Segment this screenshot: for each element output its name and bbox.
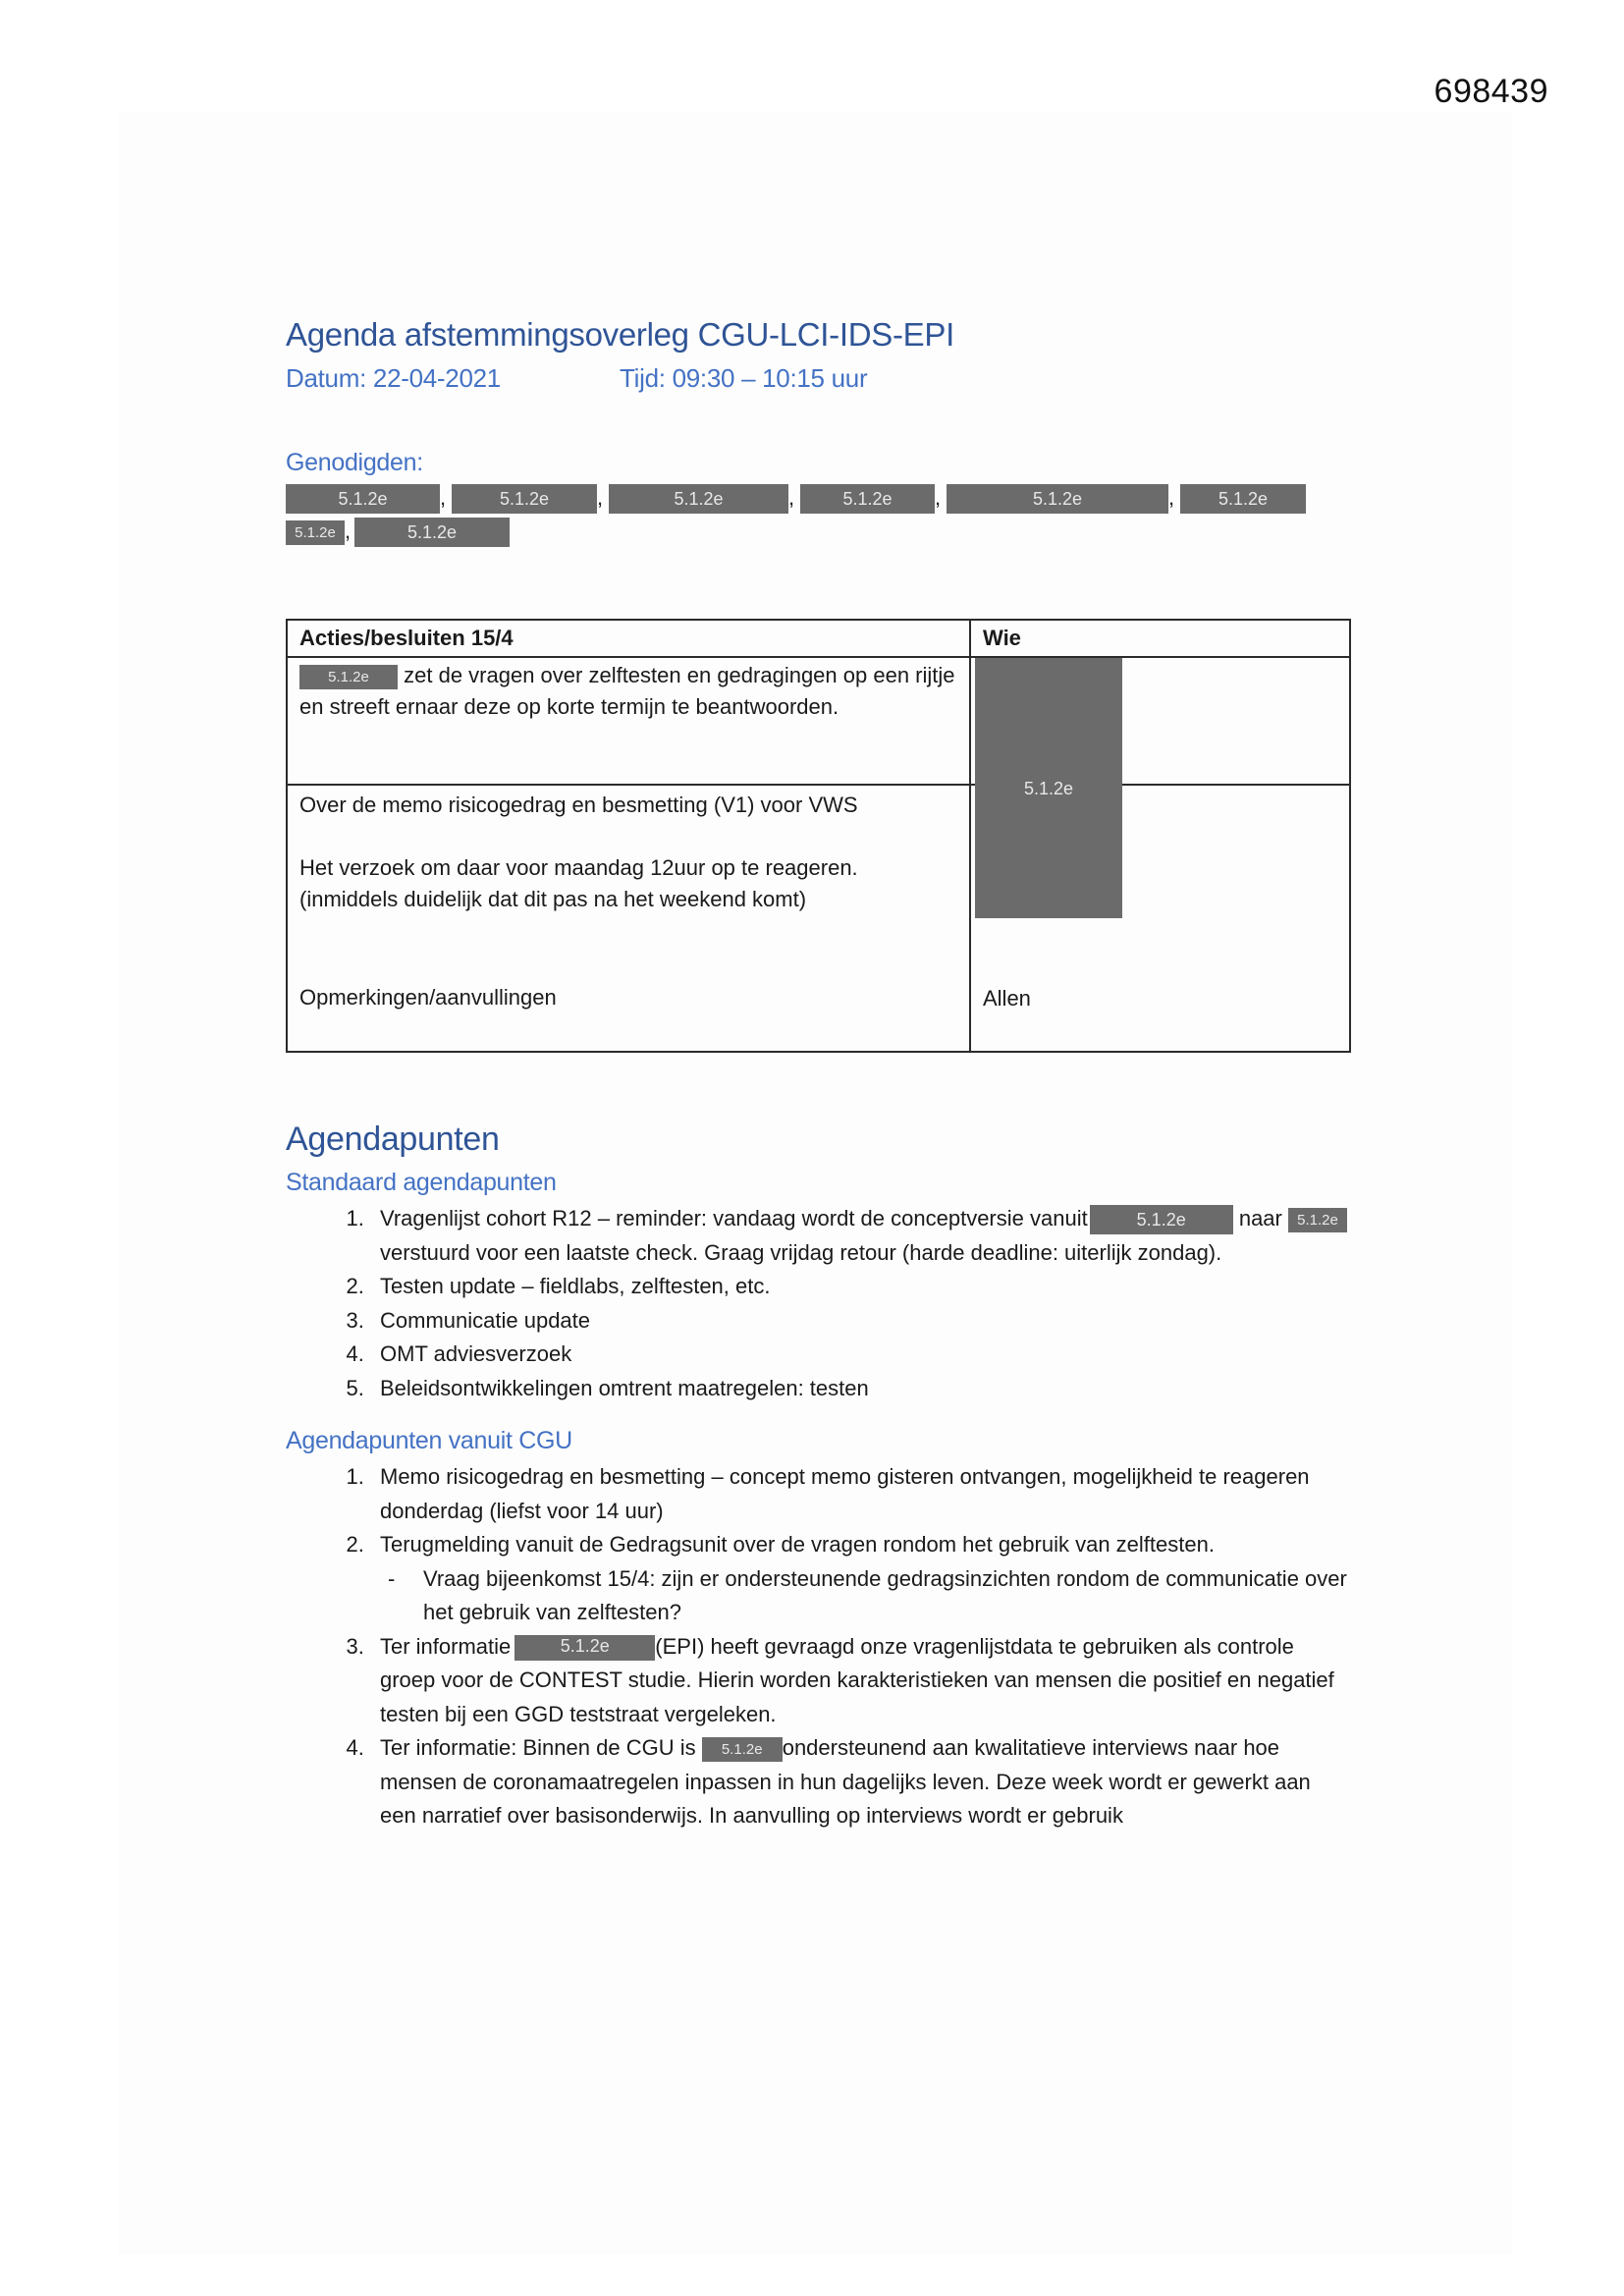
redaction-block: 5.1.2e — [299, 665, 398, 689]
page-title: Agenda afstemmingsoverleg CGU-LCI-IDS-EPI — [286, 316, 954, 353]
invitees-label: Genodigden: — [286, 449, 423, 476]
meeting-time: Tijd: 09:30 – 10:15 uur — [620, 363, 868, 393]
section-heading: Agendapunten — [286, 1121, 500, 1158]
list-item: 4. OMT adviesverzoek — [370, 1338, 1351, 1372]
table-row — [287, 657, 1350, 785]
subsection-heading: Standaard agendapunten — [286, 1169, 557, 1196]
list-item — [370, 1630, 1351, 1732]
sub-list-item — [388, 1562, 1351, 1630]
cgu-agenda-list — [286, 1460, 1351, 1833]
redaction-block: 5.1.2e — [702, 1737, 783, 1762]
invitees-row-2 — [286, 515, 1351, 548]
sub-list — [380, 1562, 1351, 1630]
action-cell — [287, 657, 970, 785]
item-text: Vragenlijst cohort R12 – reminder: vandaag wordt de conceptversie vanuit — [380, 1206, 1088, 1230]
table-header-row — [287, 620, 1350, 657]
table-row — [287, 785, 1350, 1052]
list-item: 2. Testen update – fieldlabs, zelftesten, etc. — [370, 1270, 1351, 1304]
redaction-block: 5.1.2e — [286, 520, 345, 545]
item-text: naar — [1238, 1206, 1282, 1230]
redaction-block: 5.1.2e — [452, 484, 597, 514]
item-text: verstuurd voor een laatste check. Graag vrijdag retour (harde deadline: uiterlijk zondag). — [380, 1239, 1222, 1265]
separator: , — [788, 485, 795, 510]
item-text: Vraag bijeenkomst 15/4: zijn er ondersteunende gedragsinzichten rondom de communicatie over het gebruik van zelftesten? — [423, 1565, 1347, 1624]
who-text: Allen — [983, 986, 1031, 1011]
redaction-block: 5.1.2e — [947, 484, 1168, 514]
separator: , — [1168, 485, 1175, 510]
item-text: Ter informatie — [380, 1633, 512, 1659]
separator: , — [597, 485, 604, 510]
action-text: zet de vragen over zelftesten en gedragingen op een rijtje en streeft ernaar deze op korte termijn te beantwoorden. — [299, 663, 955, 719]
redaction-block: 5.1.2e — [1180, 484, 1306, 514]
who-cell — [970, 657, 1350, 798]
item-text: Terugmelding vanuit de Gedragsunit over de vragen rondom het gebruik van zelftesten. — [380, 1532, 1215, 1557]
document-body — [286, 314, 1351, 1833]
redaction-block: 5.1.2e — [354, 518, 510, 547]
redaction-block: 5.1.2e — [286, 484, 440, 514]
header-who: Wie — [970, 620, 1350, 657]
actions-table — [286, 619, 1351, 1053]
meeting-meta — [286, 361, 1351, 395]
redaction-block: 5.1.2e — [800, 484, 935, 514]
action-cell — [287, 785, 970, 1052]
list-item: 3. Communicatie update — [370, 1304, 1351, 1339]
header-actions: Acties/besluiten 15/4 — [287, 620, 970, 657]
remarks-text: Opmerkingen/aanvullingen — [299, 985, 557, 1010]
list-item — [370, 1202, 1351, 1270]
redaction-block: 5.1.2e — [975, 658, 1122, 918]
separator: , — [345, 519, 352, 543]
action-text: Het verzoek om daar voor maandag 12uur op te reageren. — [299, 855, 858, 880]
item-text: (EPI) heeft gevraagd onze vragenlijstdata te gebruiken als controle groep voor de CONTEST studie. Hierin worden karakteristieken van mensen die positief en negatief testen bij een GGD teststraat vergeleken. — [380, 1633, 1334, 1726]
list-item — [370, 1528, 1351, 1630]
list-item: 1. Memo risicogedrag en besmetting – concept memo gisteren ontvangen, mogelijkheid te reageren donderdag (liefst voor 14 uur) — [370, 1460, 1351, 1528]
meeting-date: Datum: 22-04-2021 — [286, 363, 501, 393]
redaction-block: 5.1.2e — [514, 1635, 655, 1661]
standard-agenda-list — [286, 1202, 1351, 1405]
redaction-block: 5.1.2e — [609, 484, 788, 514]
separator: , — [440, 485, 447, 510]
subsection-heading: Agendapunten vanuit CGU — [286, 1427, 572, 1454]
action-text: (inmiddels duidelijk dat dit pas na het weekend komt) — [299, 887, 807, 911]
invitees-row-1 — [286, 481, 1351, 515]
action-text: Over de memo risicogedrag en besmetting (V1) voor VWS — [299, 793, 858, 817]
item-text: Ter informatie: Binnen de CGU is — [380, 1735, 696, 1760]
document-number: 698439 — [1434, 73, 1548, 110]
dash-bullet: - — [388, 1565, 396, 1591]
redaction-block: 5.1.2e — [1288, 1208, 1347, 1232]
invitees-list — [286, 481, 1351, 548]
list-item — [370, 1731, 1351, 1833]
separator: , — [935, 485, 942, 510]
item-text: ondersteunend aan kwalitatieve interviews naar hoe mensen de coronamaatregelen inpassen in hun dagelijks leven. Deze week wordt er gewerkt aan een narratief over basisonderwijs. In aanvulling op interviews wordt er gebruik — [380, 1735, 1311, 1828]
redaction-block: 5.1.2e — [1090, 1205, 1233, 1234]
list-item: 5. Beleidsontwikkelingen omtrent maatregelen: testen — [370, 1372, 1351, 1406]
